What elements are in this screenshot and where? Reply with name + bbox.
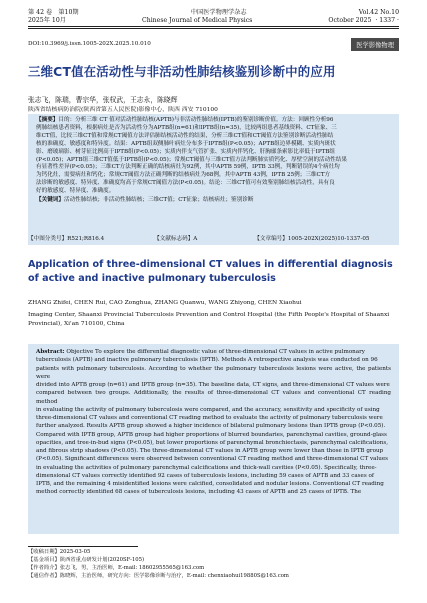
keywords-cn-label: 【关键词】 bbox=[36, 197, 64, 204]
abstract-en-line: method correctly identified 68 cases of tuberculosis lesions, including 43 cases of APTB and 25 cases of IPTB. The bbox=[36, 489, 362, 496]
abstract-en-line: opacities, and tree-in-bud signs (P<0.05), but lower proportions of parenchymal bronchiectasis, parenchymal calcifications, bbox=[36, 439, 388, 446]
footnotes bbox=[28, 549, 289, 581]
corresponding-author: 【通信作者】陈晓辉，主治医师，研究方向：医学影像诊断与治疗，E-mail: chenxiaohui19880S@163.com bbox=[28, 572, 289, 579]
abstract-en-line: and fibrous strip shadows (P<0.05). The three-dimensional CT values in APTB group were lower than those in IPTB group bbox=[36, 448, 384, 454]
abstract-en-box bbox=[28, 344, 399, 534]
abstract-cn-line: 例肺结核患者资料，根据病灶是否为活动性分为APTB组(n=61)和IPTB组(n=35)，比较两组患者基线资料、CT征象、三 bbox=[36, 124, 337, 131]
abstract-en-line: three-dimensional CT values and conventional CT reading method to evaluate the activity of pulmonary tuberculosis were bbox=[36, 415, 383, 421]
abstract-en-line: further analyzed. Results APTB group showed a higher incidence of bilateral pulmonary lesions than IPTB group (P<0.05). bbox=[36, 423, 386, 430]
authors-en: ZHANG Zhifei, CHEN Rui, CAO Zonghua, ZHANG Quanwu, WANG Zhiyong, CHEN Xiaohui bbox=[28, 300, 302, 306]
author-bio: 【作者简介】张志飞，男，主治医师，E-mail: 18602955565@163.com bbox=[28, 564, 205, 571]
keywords-cn bbox=[36, 197, 391, 205]
page-number: · 1337 · bbox=[375, 17, 399, 24]
abstract-en-line: tuberculosis (APTB) and inactive pulmonary tuberculosis (IPTB). Methods A retrospective analysis was conducted on 96 bbox=[36, 357, 378, 364]
abstract-en-line: in evaluating the activities of pulmonary parenchymal calcifications and thick-wall cavities (P<0.05). Specifically, three- bbox=[36, 464, 377, 471]
running-header-en bbox=[28, 17, 399, 25]
received-date: 【收稿日期】2025-03-05 bbox=[28, 549, 91, 555]
running-header-cn bbox=[28, 9, 399, 17]
abstract-en-line: IPTB, and the remaining 4 misidentified lesions were calcified, consolidated and nodular lesions. Conventional CT reading bbox=[36, 481, 384, 487]
title-en: Application of three-dimensional CT values in differential diagnosis of active and inactive pulmonary tuberculosis bbox=[28, 259, 393, 284]
abstract-cn-line: 维CT值，比较三维CT值和常规CT阈值方法评估肺结核活动性的结果，分析三维CT值和CT阈值方法鉴别诊断活动性肺结 bbox=[36, 132, 334, 139]
abstract-cn-line: 为钙化灶，需要病灶和钙化；常规CT阈值方法正确判断的结核病灶为68例，其中APTB 43例，IPTB 25例；三维CT方 bbox=[36, 172, 331, 179]
date-en-page bbox=[328, 17, 399, 25]
keywords-cn-text: 活动性肺结核；非活动性肺结核；三维CT值；CT征象；结核病灶；鉴别诊断 bbox=[63, 197, 254, 204]
clc-number: 【中图分类号】R521;R816.4 bbox=[28, 236, 105, 242]
abstract-cn bbox=[36, 117, 391, 196]
abstract-cn-line: 影、磨玻璃影、树芽征比例高于IPTB组(P<0.05)；实质内伴支气管扩张、实质内伴钙化、肝胸廓条索影比率低于IPTB组 bbox=[36, 148, 336, 155]
abstract-en-label: Abstract: bbox=[36, 349, 65, 355]
abstract-en bbox=[36, 348, 391, 497]
abstract-cn-line: 好的敏感度、特异度、准确度。 bbox=[36, 188, 115, 195]
abstract-cn-line: 目的：分析三维 CT 值对活动性肺结核(APTB)与非活动性肺结核(IPTB)的鉴别诊断价值。方法：回顾性分析96 bbox=[58, 117, 334, 123]
abstract-en-line: compared between two groups. Additionally, the results of three-dimensional CT values and conventional CT reading method bbox=[36, 390, 391, 405]
abstract-en-line: in evaluating the activity of pulmonary tuberculosis were compared, and the accuracy, sensitivity and specificity of using bbox=[36, 406, 380, 413]
journal-name-cn: 中国医学物理学杂志 bbox=[190, 9, 247, 16]
volume-en: Vol.42 No.10 bbox=[358, 9, 399, 16]
funding: 【基金项目】陕西省重点研发计划(2020SF-105) bbox=[28, 556, 145, 563]
abstract-cn-line: 法诊断的敏感度、特异度、准确度均高于常规CT阈值方法(P<0.05)。结论：三维CT值可有效鉴别肺结核活动性，具有良 bbox=[36, 180, 335, 187]
journal-name-en: Chinese Journal of Medical Physics bbox=[141, 17, 253, 24]
date-cn: 2025年 10月 bbox=[28, 17, 66, 24]
article-meta-cn bbox=[28, 234, 399, 242]
doi: DOI:10.3969/j.issn.1005-202X.2025.10.010 bbox=[28, 41, 151, 47]
header-rule bbox=[28, 26, 399, 27]
issue-cn: 第 42 卷 第10期 bbox=[28, 9, 79, 16]
abstract-cn-line: 核的准确度、敏感度和特异度。结果：APTB组双侧肺叶病灶分布多于IPTB组(P<0.05)；APTB组边界模糊、实质内斑状 bbox=[36, 140, 336, 147]
abstract-en-line: patients with pulmonary tuberculosis. According to whether the pulmonary tuberculosis lesions were active, the patients were bbox=[36, 365, 391, 380]
article-number: 【文章编号】1005-202X(2025)10-1337-05 bbox=[254, 236, 370, 242]
abstract-en-line: Objective To explore the differential diagnostic value of three-dimensional CT values in active pulmonary bbox=[66, 349, 365, 355]
abstract-en-line: Compared with IPTB group, APTB group had higher proportions of blurred boundaries, parenchymal cavities, ground-glass bbox=[36, 431, 387, 438]
abstract-cn-box bbox=[28, 114, 399, 245]
authors-cn: 张志飞，陈瑞，曹宗华，张权武，王志永，陈晓辉 bbox=[28, 96, 178, 104]
abstract-en-line: divided into APTB group (n=61) and IPTB group (n=35). The baseline data, CT signs, and three-dimensional CT values were bbox=[36, 382, 390, 388]
header-rule-thin bbox=[28, 28, 399, 29]
date-en: October 2025 bbox=[328, 17, 372, 24]
abstract-en-line: (P<0.05). Significant differences were observed between conventional CT reading method and three-dimensional CT values bbox=[36, 456, 389, 463]
document-code: 【文献标志码】A bbox=[154, 236, 198, 242]
title-cn: 三维CT值在活动性与非活动性肺结核鉴别诊断中的应用 bbox=[28, 64, 336, 79]
abstract-cn-label: 【摘要】 bbox=[36, 117, 59, 123]
footnote-rule bbox=[28, 546, 138, 547]
abstract-cn-line: (P<0.05)；APTB组三维CT值低于IPTB组(P<0.05)；常规CT阈值与三维CT值方法判断肺实质钙化、厚壁空洞的活动性结果 bbox=[36, 156, 348, 163]
abstract-cn-line: 有显著性差异(P<0.05)；三维CT方法判断正确的结核病灶为92例，其中APTB 59例，IPTB 33例，判断错误的4个病灶均 bbox=[36, 164, 340, 171]
section-tag: 医学影像物理 bbox=[351, 38, 399, 51]
affiliation-cn: 陕西省结核病防治院(陕西省第五人民医院)影像中心，陕西 西安 710100 bbox=[28, 107, 218, 113]
affiliation-en: Imaging Center, Shaanxi Provincial Tuberculosis Prevention and Control Hospital (the Fifth People's Hospital of Shaanxi Provincial), Xi'an 710100, China bbox=[28, 312, 390, 327]
abstract-en-line: dimensional CT values correctly identified 92 cases of tuberculosis lesions, including 59 cases of APTB and 33 cases of bbox=[36, 472, 374, 479]
